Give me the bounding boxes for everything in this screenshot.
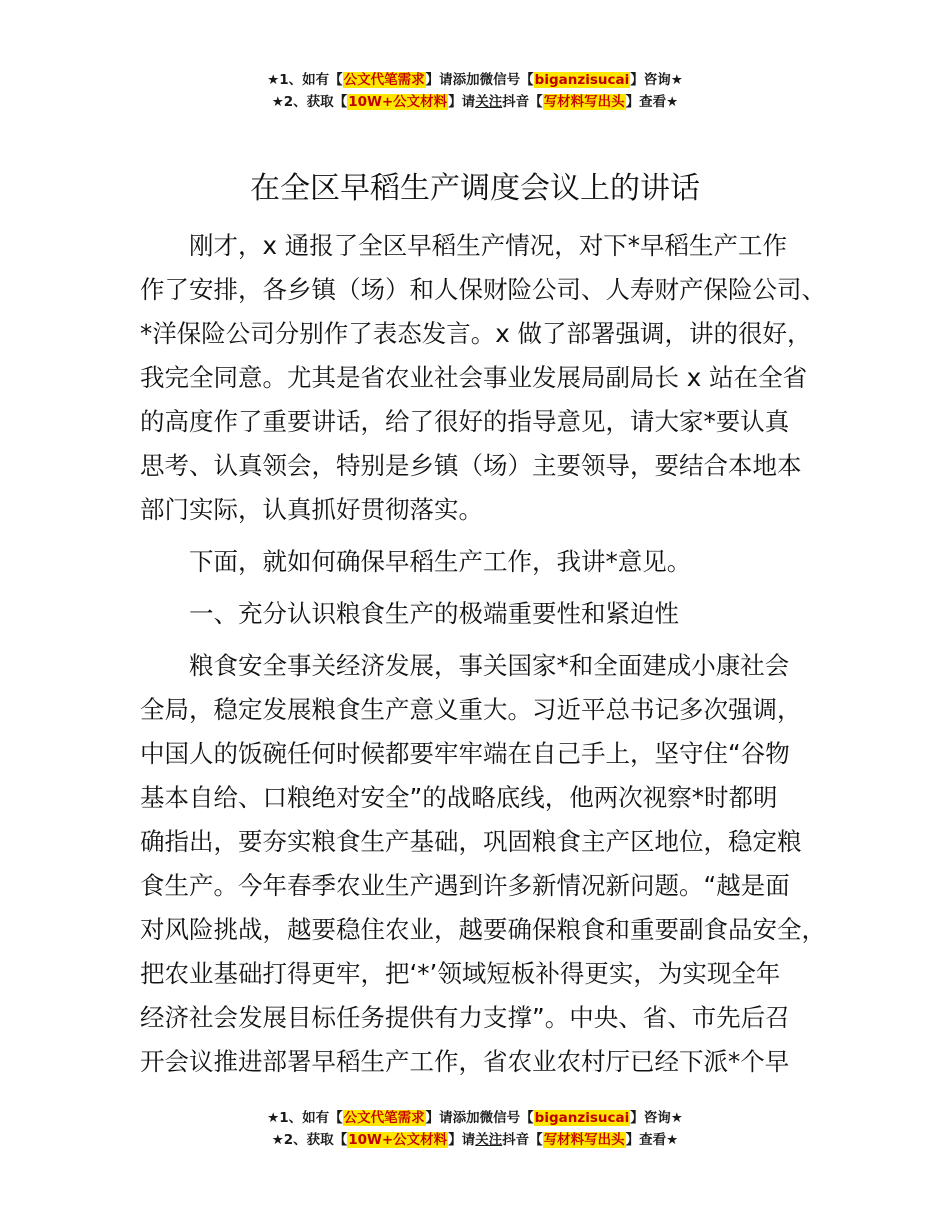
douyin-id-highlight: 写材料写出头 xyxy=(543,94,625,110)
text-line: 对风险挑战，越要稳住农业，越要确保粮食和重要副食品安全， xyxy=(140,915,826,944)
promo-line-1 xyxy=(0,69,950,91)
promo-text: 】请 xyxy=(448,1132,476,1148)
promo-line-2 xyxy=(0,1129,950,1151)
text-line: 食生产。今年春季农业生产遇到许多新情况新问题。“越是面 xyxy=(140,871,790,900)
text-line: 确指出，要夯实粮食生产基础，巩固粮食主产区地位，稳定粮 xyxy=(140,827,802,856)
document-body xyxy=(140,224,840,1084)
text-line: 的高度作了重要讲话，给了很好的指导意见，请大家*要认真 xyxy=(140,407,790,436)
heading-line: 一、充分认识粮食生产的极端重要性和紧迫性 xyxy=(189,599,679,628)
wechat-id-highlight: biganzisucai xyxy=(534,72,630,88)
text-line: 基本自给、口粮绝对安全”的战略底线，他两次视察*时都明 xyxy=(140,783,778,812)
promo-underline: 关注 xyxy=(475,94,503,110)
promo-text: 】请 xyxy=(448,94,476,110)
promo-text: 】查看★ xyxy=(625,1132,679,1148)
document-title: 在全区早稻生产调度会议上的讲话 xyxy=(250,171,700,206)
wechat-id-highlight: biganzisucai xyxy=(534,1110,630,1126)
promo-text: ★1、如有【 xyxy=(267,72,343,88)
text-line: 刚才，x 通报了全区早稻生产情况，对下*早稻生产工作 xyxy=(189,231,788,260)
promo-underline: 关注 xyxy=(475,1132,503,1148)
text-line: 下面，就如何确保早稻生产工作，我讲*意见。 xyxy=(189,547,692,576)
text-line: 我完全同意。尤其是省农业社会事业发展局副局长 x 站在全省 xyxy=(140,363,808,392)
promo-highlight: 公文代笔需求 xyxy=(343,1110,425,1126)
promo-banner-top xyxy=(0,69,950,113)
text-line: 中国人的饭碗任何时候都要牢牢端在自己手上，坚守住“谷物 xyxy=(140,739,790,768)
promo-line-1 xyxy=(0,1107,950,1129)
promo-text: 】请添加微信号【 xyxy=(425,72,534,88)
promo-text: 】请添加微信号【 xyxy=(425,1110,534,1126)
promo-text: ★2、获取【 xyxy=(271,94,348,110)
text-line: 经济社会发展目标任务提供有力支撑”。中央、省、市先后召 xyxy=(140,1003,790,1032)
promo-text: ★1、如有【 xyxy=(267,1110,343,1126)
section-heading-1 xyxy=(140,592,840,636)
paragraph-2 xyxy=(140,540,840,584)
promo-banner-bottom xyxy=(0,1107,950,1151)
text-line: 全局，稳定发展粮食生产意义重大。习近平总书记多次强调， xyxy=(140,695,802,724)
text-line: 部门实际，认真抓好贯彻落实。 xyxy=(140,495,483,524)
promo-text: 】咨询★ xyxy=(630,72,683,88)
promo-text: 抖音【 xyxy=(502,1132,543,1148)
promo-text: 抖音【 xyxy=(502,94,543,110)
paragraph-1 xyxy=(140,224,840,532)
promo-highlight: 公文代笔需求 xyxy=(343,72,425,88)
promo-line-2 xyxy=(0,91,950,113)
text-line: 粮食安全事关经济发展，事关国家*和全面建成小康社会 xyxy=(189,651,790,680)
text-line: *洋保险公司分别作了表态发言。x 做了部署强调，讲的很好， xyxy=(140,319,812,348)
promo-text: 】查看★ xyxy=(625,94,679,110)
text-line: 作了安排，各乡镇（场）和人保财险公司、人寿财产保险公司、 xyxy=(140,275,826,304)
douyin-id-highlight: 写材料写出头 xyxy=(543,1132,625,1148)
text-line: 开会议推进部署早稻生产工作，省农业农村厅已经下派*个早 xyxy=(140,1047,790,1076)
text-line: 把农业基础打得更牢，把‘*’领域短板补得更实，为实现全年 xyxy=(140,959,781,988)
paragraph-3 xyxy=(140,644,840,1084)
promo-text: ★2、获取【 xyxy=(271,1132,348,1148)
promo-text: 】咨询★ xyxy=(630,1110,683,1126)
text-line: 思考、认真领会，特别是乡镇（场）主要领导，要结合本地本 xyxy=(140,451,802,480)
promo-highlight: 10W+公文材料 xyxy=(348,94,448,110)
promo-highlight: 10W+公文材料 xyxy=(348,1132,448,1148)
